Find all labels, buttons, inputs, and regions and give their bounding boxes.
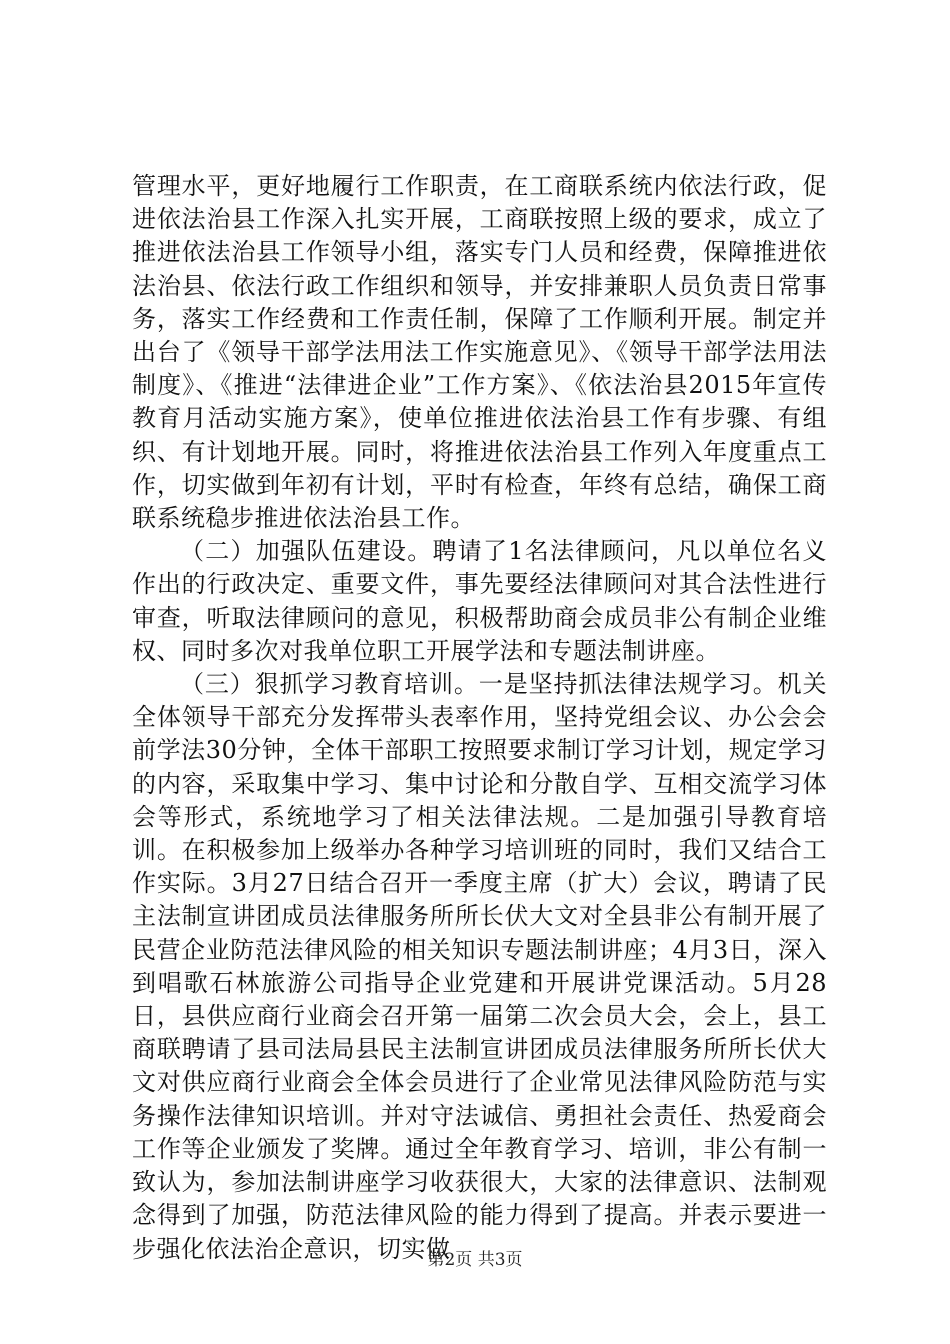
paragraph-team-building: （二）加强队伍建设。聘请了1名法律顾问，凡以单位名义作出的行政决定、重要文件，事先要经法律顾问对其合法性进行审查，听取法律顾问的意见，积极帮助商会成员非公有制企业维权、同时多次对我单位职工开展学法和专题法制讲座。 [132,537,827,665]
paragraph-continuation: 管理水平，更好地履行工作职责，在工商联系统内依法行政，促进依法治县工作深入扎实开展，工商联按照上级的要求，成立了推进依法治县工作领导小组，落实专门人员和经费，保障推进依法治县、依法行政工作组织和领导，并安排兼职人员负责日常事务，落实工作经费和工作责任制，保障了工作顺利开展。制定并出台了《领导干部学法用法工作实施意见》、《领导干部学法用法制度》、《推进“法律进企业”工作方案》、《依法治县2015年宣传教育月活动实施方案》，使单位推进依法治县工作有步骤、有组织、有计划地开展。同时，将推进依法治县工作列入年度重点工作，切实做到年初有计划，平时有检查，年终有总结，确保工商联系统稳步推进依法治县工作。 [132,172,827,533]
paragraph-education-training: （三）狠抓学习教育培训。一是坚持抓法律法规学习。机关全体领导干部充分发挥带头表率作用，坚持党组会议、办公会会前学法30分钟，全体干部职工按照要求制订学习计划，规定学习的内容，采取集中学习、集中讨论和分散自学、互相交流学习体会等形式，系统地学习了相关法律法规。二是加强引导教育培训。在积极参加上级举办各种学习培训班的同时，我们又结合工作实际。3月27日结合召开一季度主席（扩大）会议，聘请了民主法制宣讲团成员法律服务所所长伏大文对全县非公有制开展了民营企业防范法律风险的相关知识专题法制讲座；4月3日，深入到唱歌石林旅游公司指导企业党建和开展讲党课活动。5月28日，县供应商行业商会召开第一届第二次会员大会，会上，县工商联聘请了县司法局县民主法制宣讲团成员法律服务所所长伏大文对供应商行业商会全体会员进行了企业常见法律风险防范与实务操作法律知识培训。并对守法诚信、勇担社会责任、热爱商会工作等企业颁发了奖牌。通过全年教育学习、培训，非公有制一致认为，参加法制讲座学习收获很大，大家的法律意识、法制观念得到了加强，防范法律风险的能力得到了提高。并表示要进一步强化依法治企意识，切实做 [132,670,827,1263]
document-body [132,170,827,1266]
page-number-footer: 第2页 共3页 [427,1250,523,1270]
